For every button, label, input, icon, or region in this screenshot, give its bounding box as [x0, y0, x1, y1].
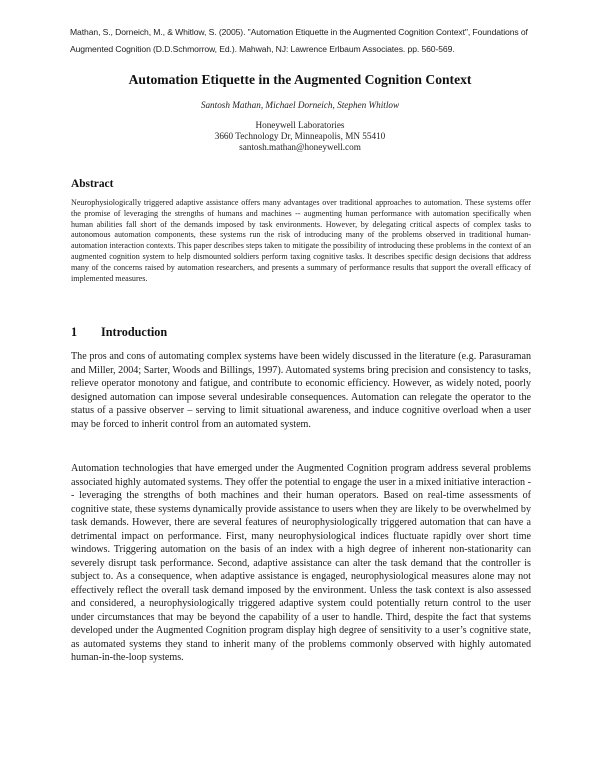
- citation-header: Mathan, S., Dorneich, M., & Whitlow, S. (2005). "Automation Etiquette in the Augmented Cognition Context", Foundations of Augmented Cognition (D.D.Schmorrow, Ed.). Mahwah, NJ: Lawrence Erlbaum Associates. pp. 560-569.: [70, 27, 528, 54]
- paper-title: Automation Etiquette in the Augmented Cognition Context: [128, 72, 472, 87]
- section-number: 1: [71, 325, 78, 339]
- affiliation-org: Honeywell Laboratories: [255, 120, 345, 130]
- section-title: Introduction: [101, 325, 168, 339]
- intro-paragraph-2: Automation technologies that have emerged under the Augmented Cognition program address several problems associated highly automated systems. They offer the potential to engage the user in a mixed initiative interaction -- leveraging the strengths of both machines and their human operators. Based on real-time assessments of cognitive state, these systems dynamically provide assistance to users when they are likely to be overwhelmed by task demands. However, there are several features of neurophysiologically triggered automation that can have a detrimental impact on performance. First, many neurophysiological indices fluctuate rapidly over short time windows. Triggering automation on the basis of an index with a high degree of inherent non-stationarity can severely disrupt task performance. Second, adaptive assistance can alter the task demand that the controller is subject to. As a consequence, when adaptive assistance is engaged, neurophysiological measures alone may not effectively reflect the overall task demand imposed by the environment. Unless the task context is also assessed and considered, a neurophysiologically triggered adaptive system could potentially return control to the user under circumstances that may be beyond the capability of a user to handle. Third, despite the fact that systems developed under the Augmented Cognition program display high degree of sensitivity to a user’s cognitive state, as automated systems they stand to inherit many of the problems commonly observed with highly automated human-in-the-loop systems.: [71, 463, 531, 663]
- affiliation-email: santosh.mathan@honeywell.com: [239, 142, 361, 152]
- affiliation-block: [0, 120, 600, 153]
- abstract-text: Neurophysiologically triggered adaptive assistance offers many advantages over traditional approaches to automation. These systems offer the promise of leveraging the strengths of humans and machines -- augmenting human performance with automation specifically when human abilities fall short of the demands imposed by task environments. However, by delegating critical aspects of complex tasks to autonomous automation components, these systems run the risk of introducing many of the problems observed in traditional human-automation interaction contexts. This paper describes steps taken to mitigate the possibility of introducing these problems in the context of an augmented cognition system to help dismounted soldiers perform taxing cognitive tasks. It describes specific design decisions that address many of the concerns raised by automation researchers, and presents a summary of performance results that support the overall efficacy of implemented measures.: [71, 198, 531, 283]
- affiliation-address: 3660 Technology Dr, Minneapolis, MN 55410: [214, 131, 386, 141]
- abstract-heading: Abstract: [71, 178, 114, 190]
- intro-paragraph-1: The pros and cons of automating complex systems have been widely discussed in the literature (e.g. Parasuraman and Miller, 2004; Sarter, Woods and Billings, 1997). Automated systems bring precision and consistency to tasks, relieve operator monotony and fatigue, and contribute to economic efficiency. However, as widely noted, poorly designed automation can impose several undesirable consequences. Automation can relegate the operator to the status of a passive observer – serving to limit situational awareness, and induce cognitive overload when a user may be forced to inherit control from an automated system.: [71, 351, 531, 430]
- section-heading: [71, 325, 167, 340]
- author-list: Santosh Mathan, Michael Dorneich, Stephen Whitlow: [200, 100, 400, 110]
